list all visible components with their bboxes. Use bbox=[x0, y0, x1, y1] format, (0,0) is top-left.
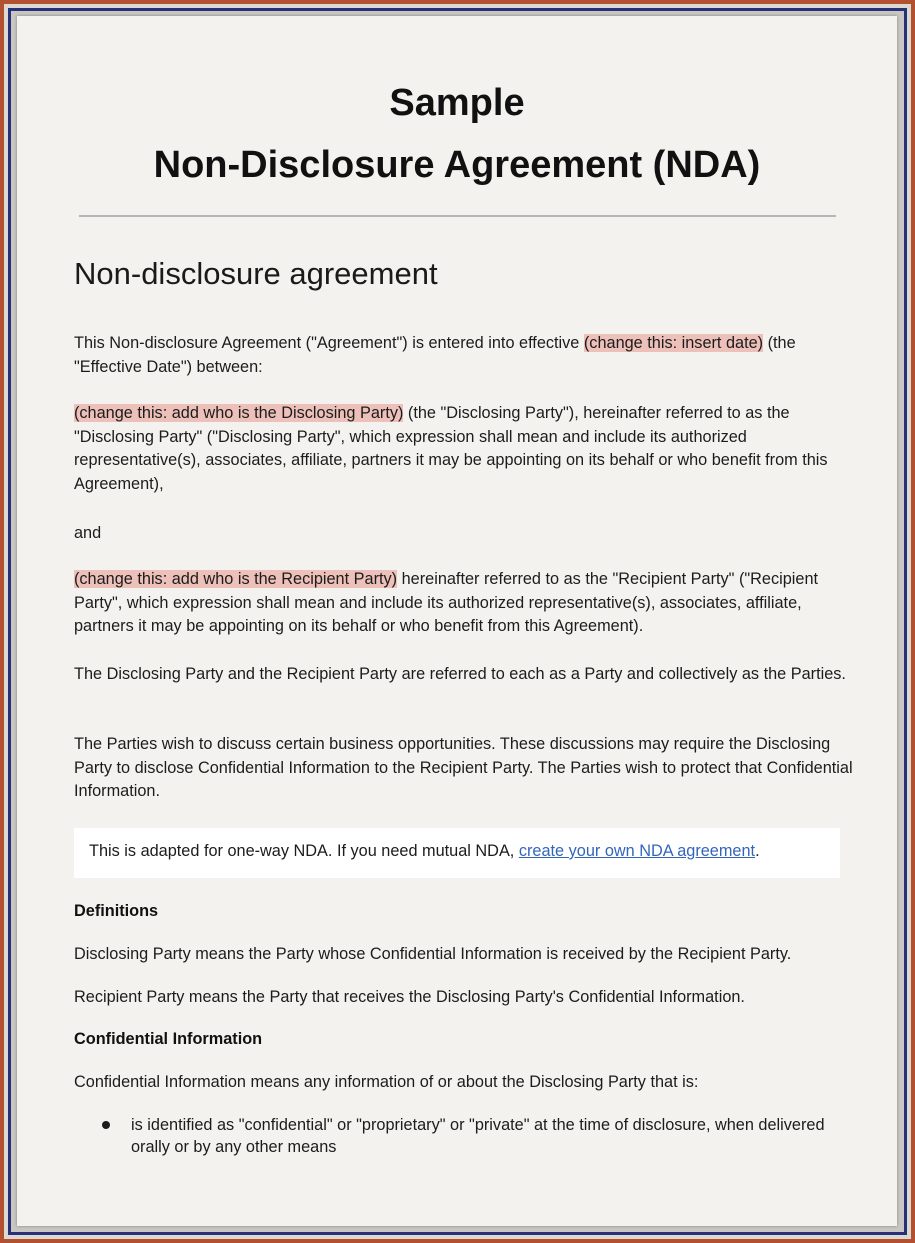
intro-text: This Non-disclosure Agreement ("Agreement") is entered into effective bbox=[74, 334, 584, 352]
definitions-heading: Definitions bbox=[74, 902, 159, 920]
disclosing-party-paragraph bbox=[74, 402, 854, 497]
document-page bbox=[17, 16, 897, 1226]
and-text: and bbox=[74, 524, 102, 542]
date-placeholder-highlight: (change this: insert date) bbox=[583, 334, 764, 352]
confidential-information-intro: Confidential Information means any information of or about the Disclosing Party that is: bbox=[74, 1073, 699, 1091]
recipient-party-text: hereinafter referred to as the "Recipient Party" ("Recipient Party", which expression shall mean and include its authorized representative(s), associates, affiliate, partners it may be appointing on its behalf or who benefit from this Agreement). bbox=[74, 570, 819, 636]
create-nda-link[interactable]: create your own NDA agreement bbox=[518, 842, 756, 860]
intro-text-end: (the "Effective Date") between: bbox=[74, 334, 796, 376]
document-title-line-2: Non-Disclosure Agreement (NDA) bbox=[153, 144, 761, 186]
note-box bbox=[74, 828, 840, 878]
confidential-information-heading: Confidential Information bbox=[74, 1030, 263, 1048]
parties-paragraph: The Disclosing Party and the Recipient Party are referred to each as a Party and collectively as the Parties. bbox=[74, 665, 846, 683]
definition-disclosing-party: Disclosing Party means the Party whose Confidential Information is received by the Recipient Party. bbox=[74, 945, 792, 963]
title-divider bbox=[79, 215, 836, 217]
purpose-paragraph: The Parties wish to discuss certain business opportunities. These discussions may require the Disclosing Party to disclose Confidential Information to the Recipient Party. The Parties wish to protect that Confidential Information. bbox=[74, 735, 853, 801]
definition-recipient-party: Recipient Party means the Party that receives the Disclosing Party's Confidential Information. bbox=[74, 988, 745, 1006]
disclosing-party-placeholder-highlight: (change this: add who is the Disclosing Party) bbox=[74, 404, 404, 422]
list-item-text: is identified as "confidential" or "proprietary" or "private" at the time of disclosure, when delivered orally or by any other means bbox=[131, 1116, 825, 1156]
document-title-line-1: Sample bbox=[389, 82, 525, 124]
bullet-icon bbox=[102, 1121, 110, 1129]
disclosing-party-text: (the "Disclosing Party"), hereinafter referred to as the "Disclosing Party" ("Disclosing Party", which expression shall mean and include its authorized representative(s), associates, affiliate, partners it may be appointing on its behalf or who benefit from this Agreement), bbox=[74, 404, 828, 494]
intro-paragraph bbox=[74, 332, 854, 379]
recipient-party-placeholder-highlight: (change this: add who is the Recipient Party) bbox=[74, 570, 398, 588]
section-heading: Non-disclosure agreement bbox=[74, 256, 438, 291]
note-text-end: . bbox=[755, 842, 760, 860]
recipient-party-paragraph bbox=[74, 568, 854, 639]
note-text: This is adapted for one-way NDA. If you need mutual NDA, bbox=[89, 842, 519, 860]
